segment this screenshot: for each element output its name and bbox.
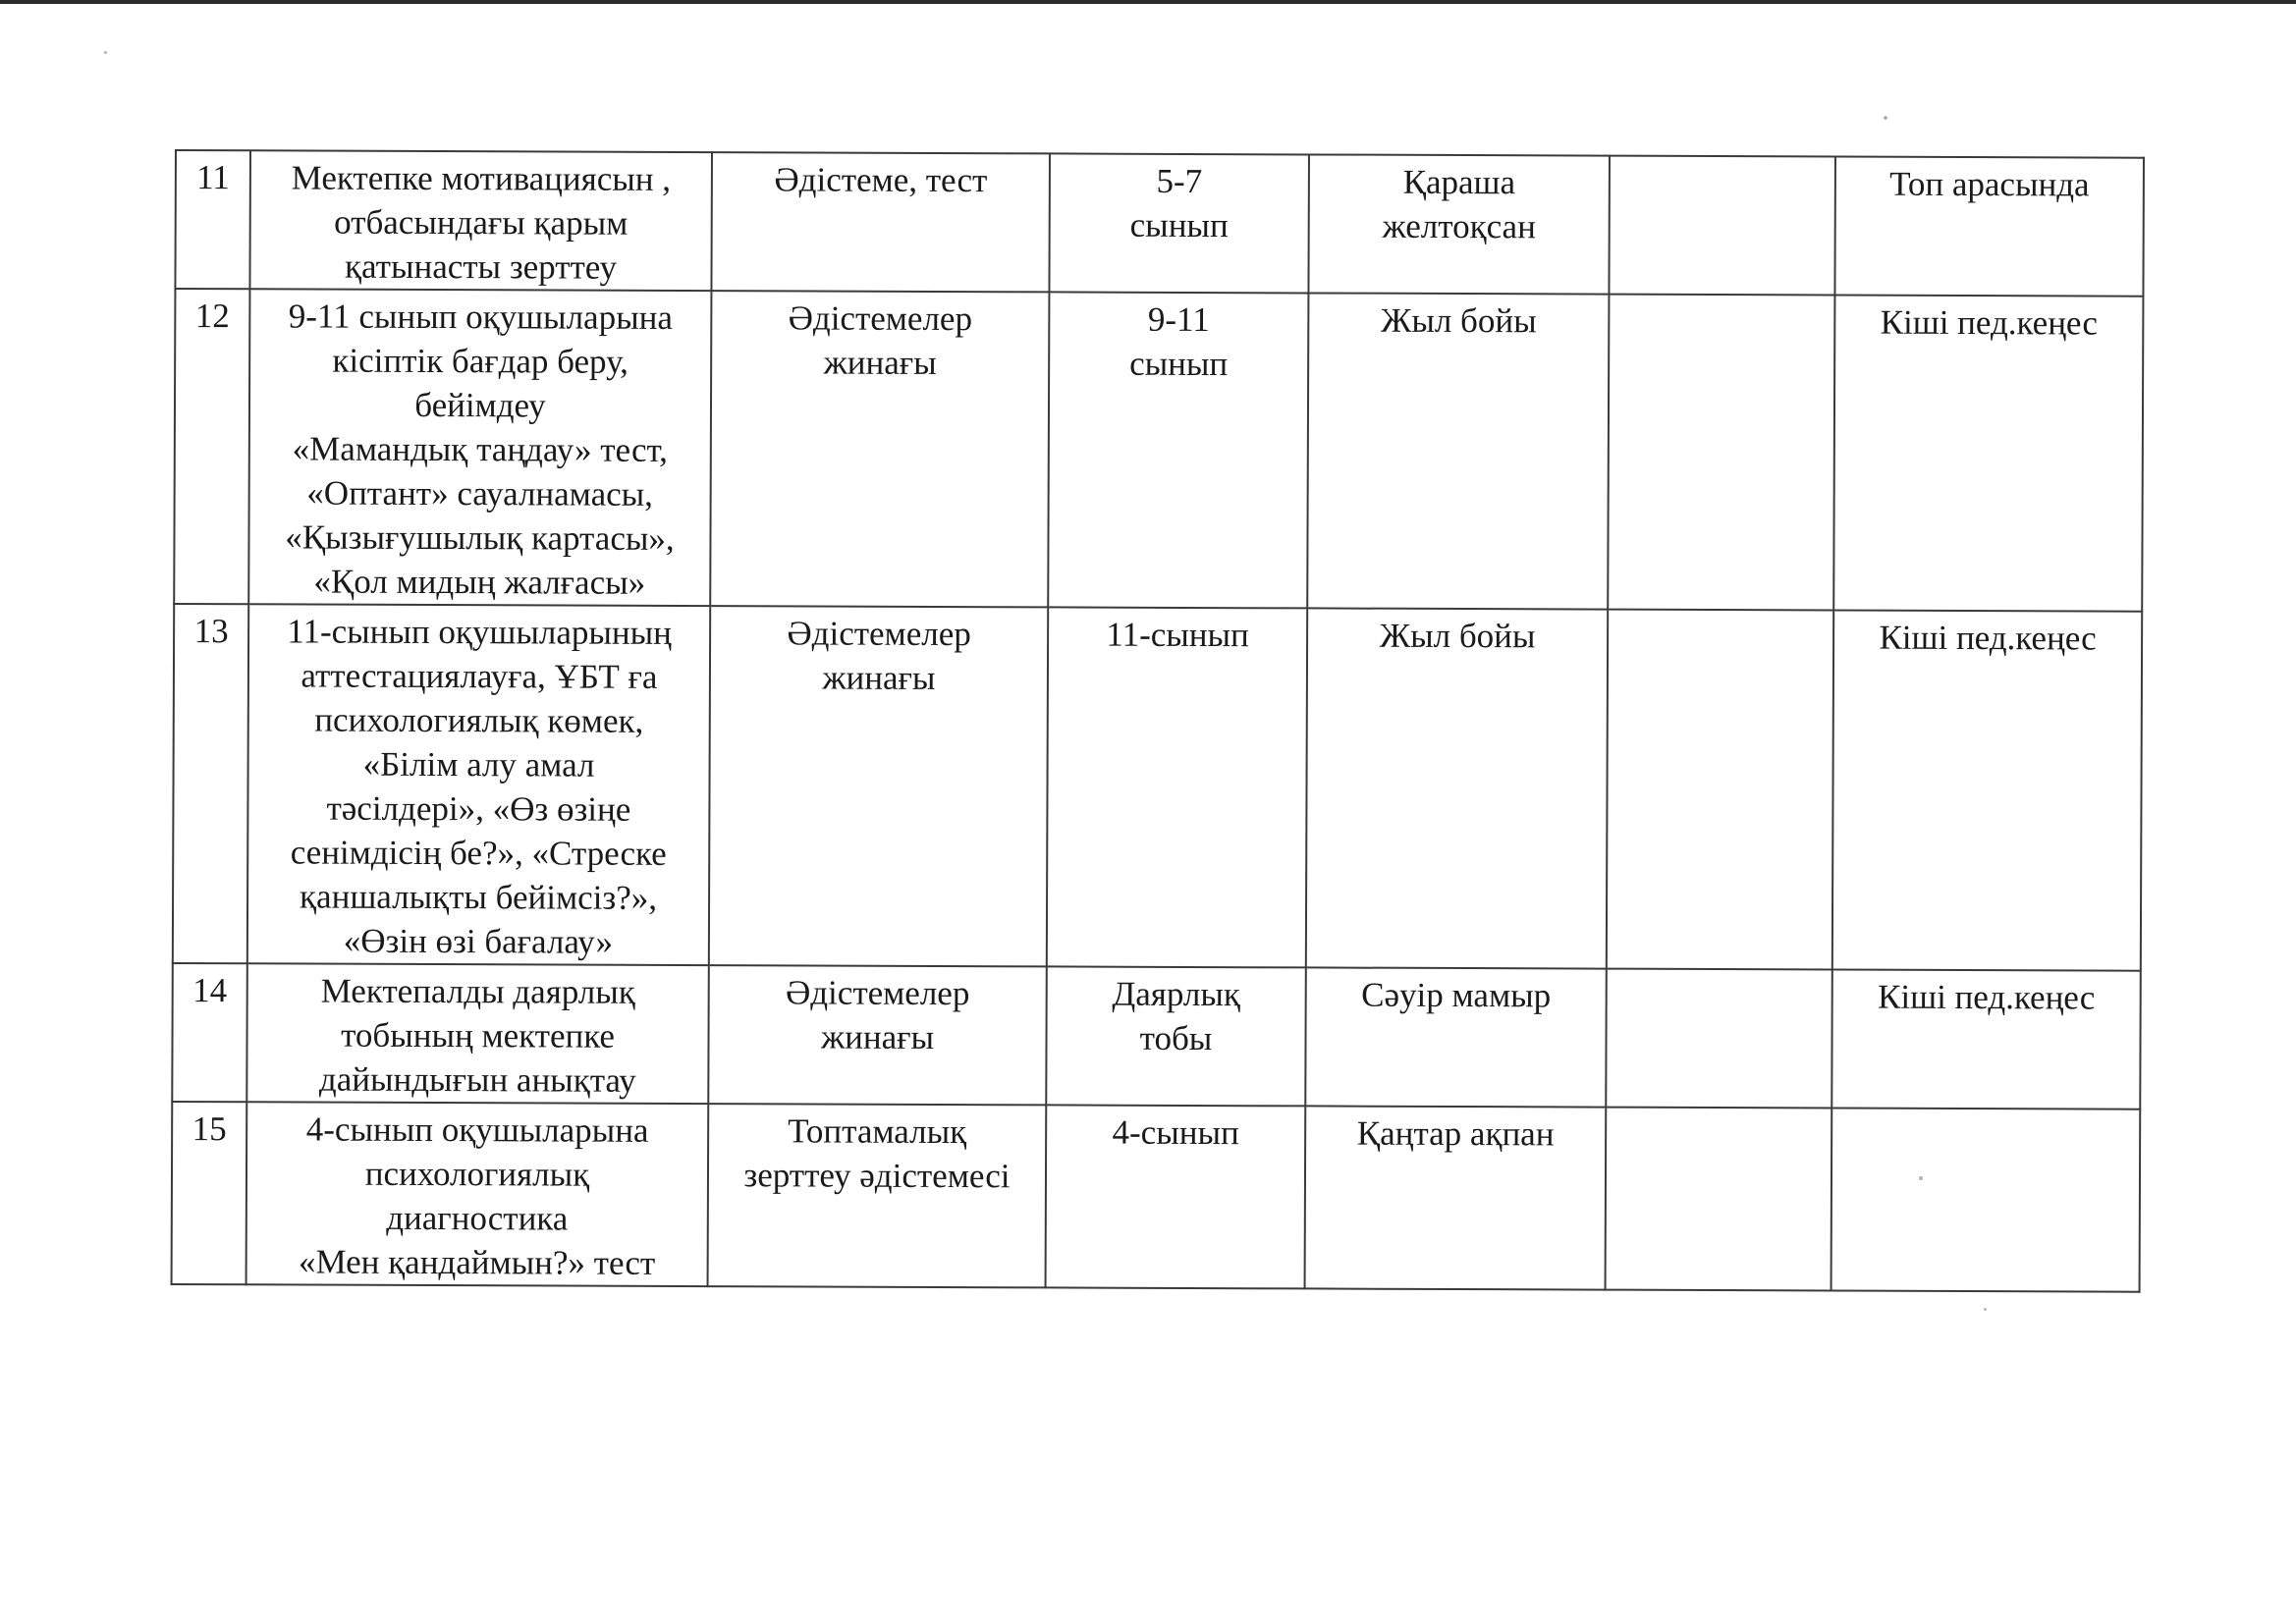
result-cell bbox=[1833, 295, 2143, 611]
topic-cell bbox=[249, 150, 712, 291]
grade-text: 4-сынып bbox=[1112, 1112, 1239, 1153]
period-text: Жыл бойы bbox=[1380, 300, 1537, 341]
result-cell bbox=[1831, 1108, 2141, 1291]
scan-speck bbox=[1984, 1308, 1987, 1311]
row-number-cell bbox=[174, 289, 249, 604]
topic-text: Мектепалды даярлық тобының мектепке дайындығын анықтау bbox=[318, 971, 636, 1100]
period-text: Қаңтар ақпан bbox=[1356, 1113, 1555, 1154]
result-text: Топ арасында bbox=[1889, 164, 2090, 204]
row-number-cell bbox=[172, 963, 247, 1102]
grade-text: 5-7 сынып bbox=[1129, 161, 1229, 245]
method-text: Әдістемелер жинағы bbox=[788, 298, 973, 382]
topic-cell bbox=[247, 604, 710, 965]
table-row bbox=[174, 289, 2143, 612]
method-text: Әдістеме, тест bbox=[774, 160, 988, 200]
period-cell bbox=[1305, 1106, 1607, 1289]
row-number: 15 bbox=[191, 1110, 227, 1149]
row-number: 14 bbox=[192, 971, 228, 1010]
result-text: Кіші пед.кеңес bbox=[1878, 977, 2096, 1017]
grade-text: 11-сынып bbox=[1106, 615, 1249, 655]
result-cell bbox=[1832, 610, 2142, 970]
table-row bbox=[172, 1102, 2141, 1292]
topic-cell bbox=[246, 963, 709, 1104]
responsible-cell bbox=[1608, 295, 1834, 611]
result-text: Кіші пед.кеңес bbox=[1879, 618, 2097, 658]
row-number: 13 bbox=[193, 612, 229, 651]
period-text: Қараша желтоқсан bbox=[1382, 162, 1536, 246]
row-number-cell bbox=[172, 1102, 247, 1284]
result-cell bbox=[1834, 156, 2144, 296]
table-row bbox=[175, 150, 2144, 297]
grade-cell bbox=[1046, 966, 1306, 1106]
period-cell bbox=[1307, 293, 1609, 609]
period-cell bbox=[1308, 154, 1610, 294]
method-text: Әдістемелер жинағы bbox=[787, 614, 971, 697]
method-cell bbox=[708, 965, 1047, 1105]
grade-cell bbox=[1049, 153, 1309, 293]
period-cell bbox=[1306, 608, 1608, 968]
scan-top-edge bbox=[0, 0, 2296, 4]
row-number-cell bbox=[173, 604, 248, 963]
responsible-cell bbox=[1606, 1108, 1832, 1291]
responsible-cell bbox=[1609, 156, 1835, 296]
grade-cell bbox=[1046, 1105, 1306, 1288]
method-cell bbox=[708, 1104, 1047, 1287]
responsible-cell bbox=[1606, 969, 1832, 1109]
table-row bbox=[173, 604, 2142, 971]
row-number: 11 bbox=[195, 158, 230, 197]
method-cell bbox=[710, 291, 1049, 607]
table-row bbox=[172, 963, 2141, 1110]
topic-text: 4-сынып оқушыларына психологиялық диагностика «Мен қандаймын?» тест bbox=[298, 1110, 656, 1282]
method-cell bbox=[709, 606, 1048, 966]
topic-text: 11-сынып оқушыларының аттестациялауға, ҰБТ ға психологиялық көмек, «Білім алу амал тәсілдері», «Өз өзіңе сенімдісің бе?», «Стреске қаншалықты бейімсіз?», «Өзін өзі бағалау» bbox=[287, 612, 672, 961]
period-cell bbox=[1305, 967, 1607, 1107]
topic-cell bbox=[248, 289, 711, 606]
topic-cell bbox=[246, 1102, 709, 1286]
grade-cell bbox=[1047, 607, 1307, 967]
method-text: Әдістемелер жинағы bbox=[785, 973, 970, 1056]
row-number: 12 bbox=[194, 297, 230, 336]
row-number-cell bbox=[175, 150, 250, 289]
work-plan-table bbox=[171, 149, 2145, 1293]
scan-speck bbox=[1884, 116, 1887, 120]
method-cell bbox=[711, 152, 1050, 292]
grade-cell bbox=[1048, 292, 1308, 608]
responsible-cell bbox=[1607, 610, 1833, 970]
result-text: Кіші пед.кеңес bbox=[1880, 302, 2099, 343]
grade-text: Даярлық тобы bbox=[1112, 974, 1241, 1058]
scan-speck bbox=[104, 51, 107, 54]
topic-text: Мектепке мотивациясын , отбасындағы қарым қатынасты зерттеу bbox=[291, 158, 672, 287]
result-cell bbox=[1831, 969, 2141, 1109]
period-text: Жыл бойы bbox=[1379, 616, 1536, 656]
period-text: Сәуір мамыр bbox=[1361, 975, 1552, 1015]
grade-text: 9-11 сынып bbox=[1129, 299, 1229, 384]
method-text: Топтамалық зерттеу әдістемесі bbox=[743, 1111, 1011, 1196]
topic-text: 9-11 сынып оқушыларына кісіптік бағдар беру, бейімдеу «Мамандық таңдау» тест, «Оптант» сауалнамасы, «Қызығушылық картасы», «Қол мидың жалғасы» bbox=[285, 297, 675, 602]
